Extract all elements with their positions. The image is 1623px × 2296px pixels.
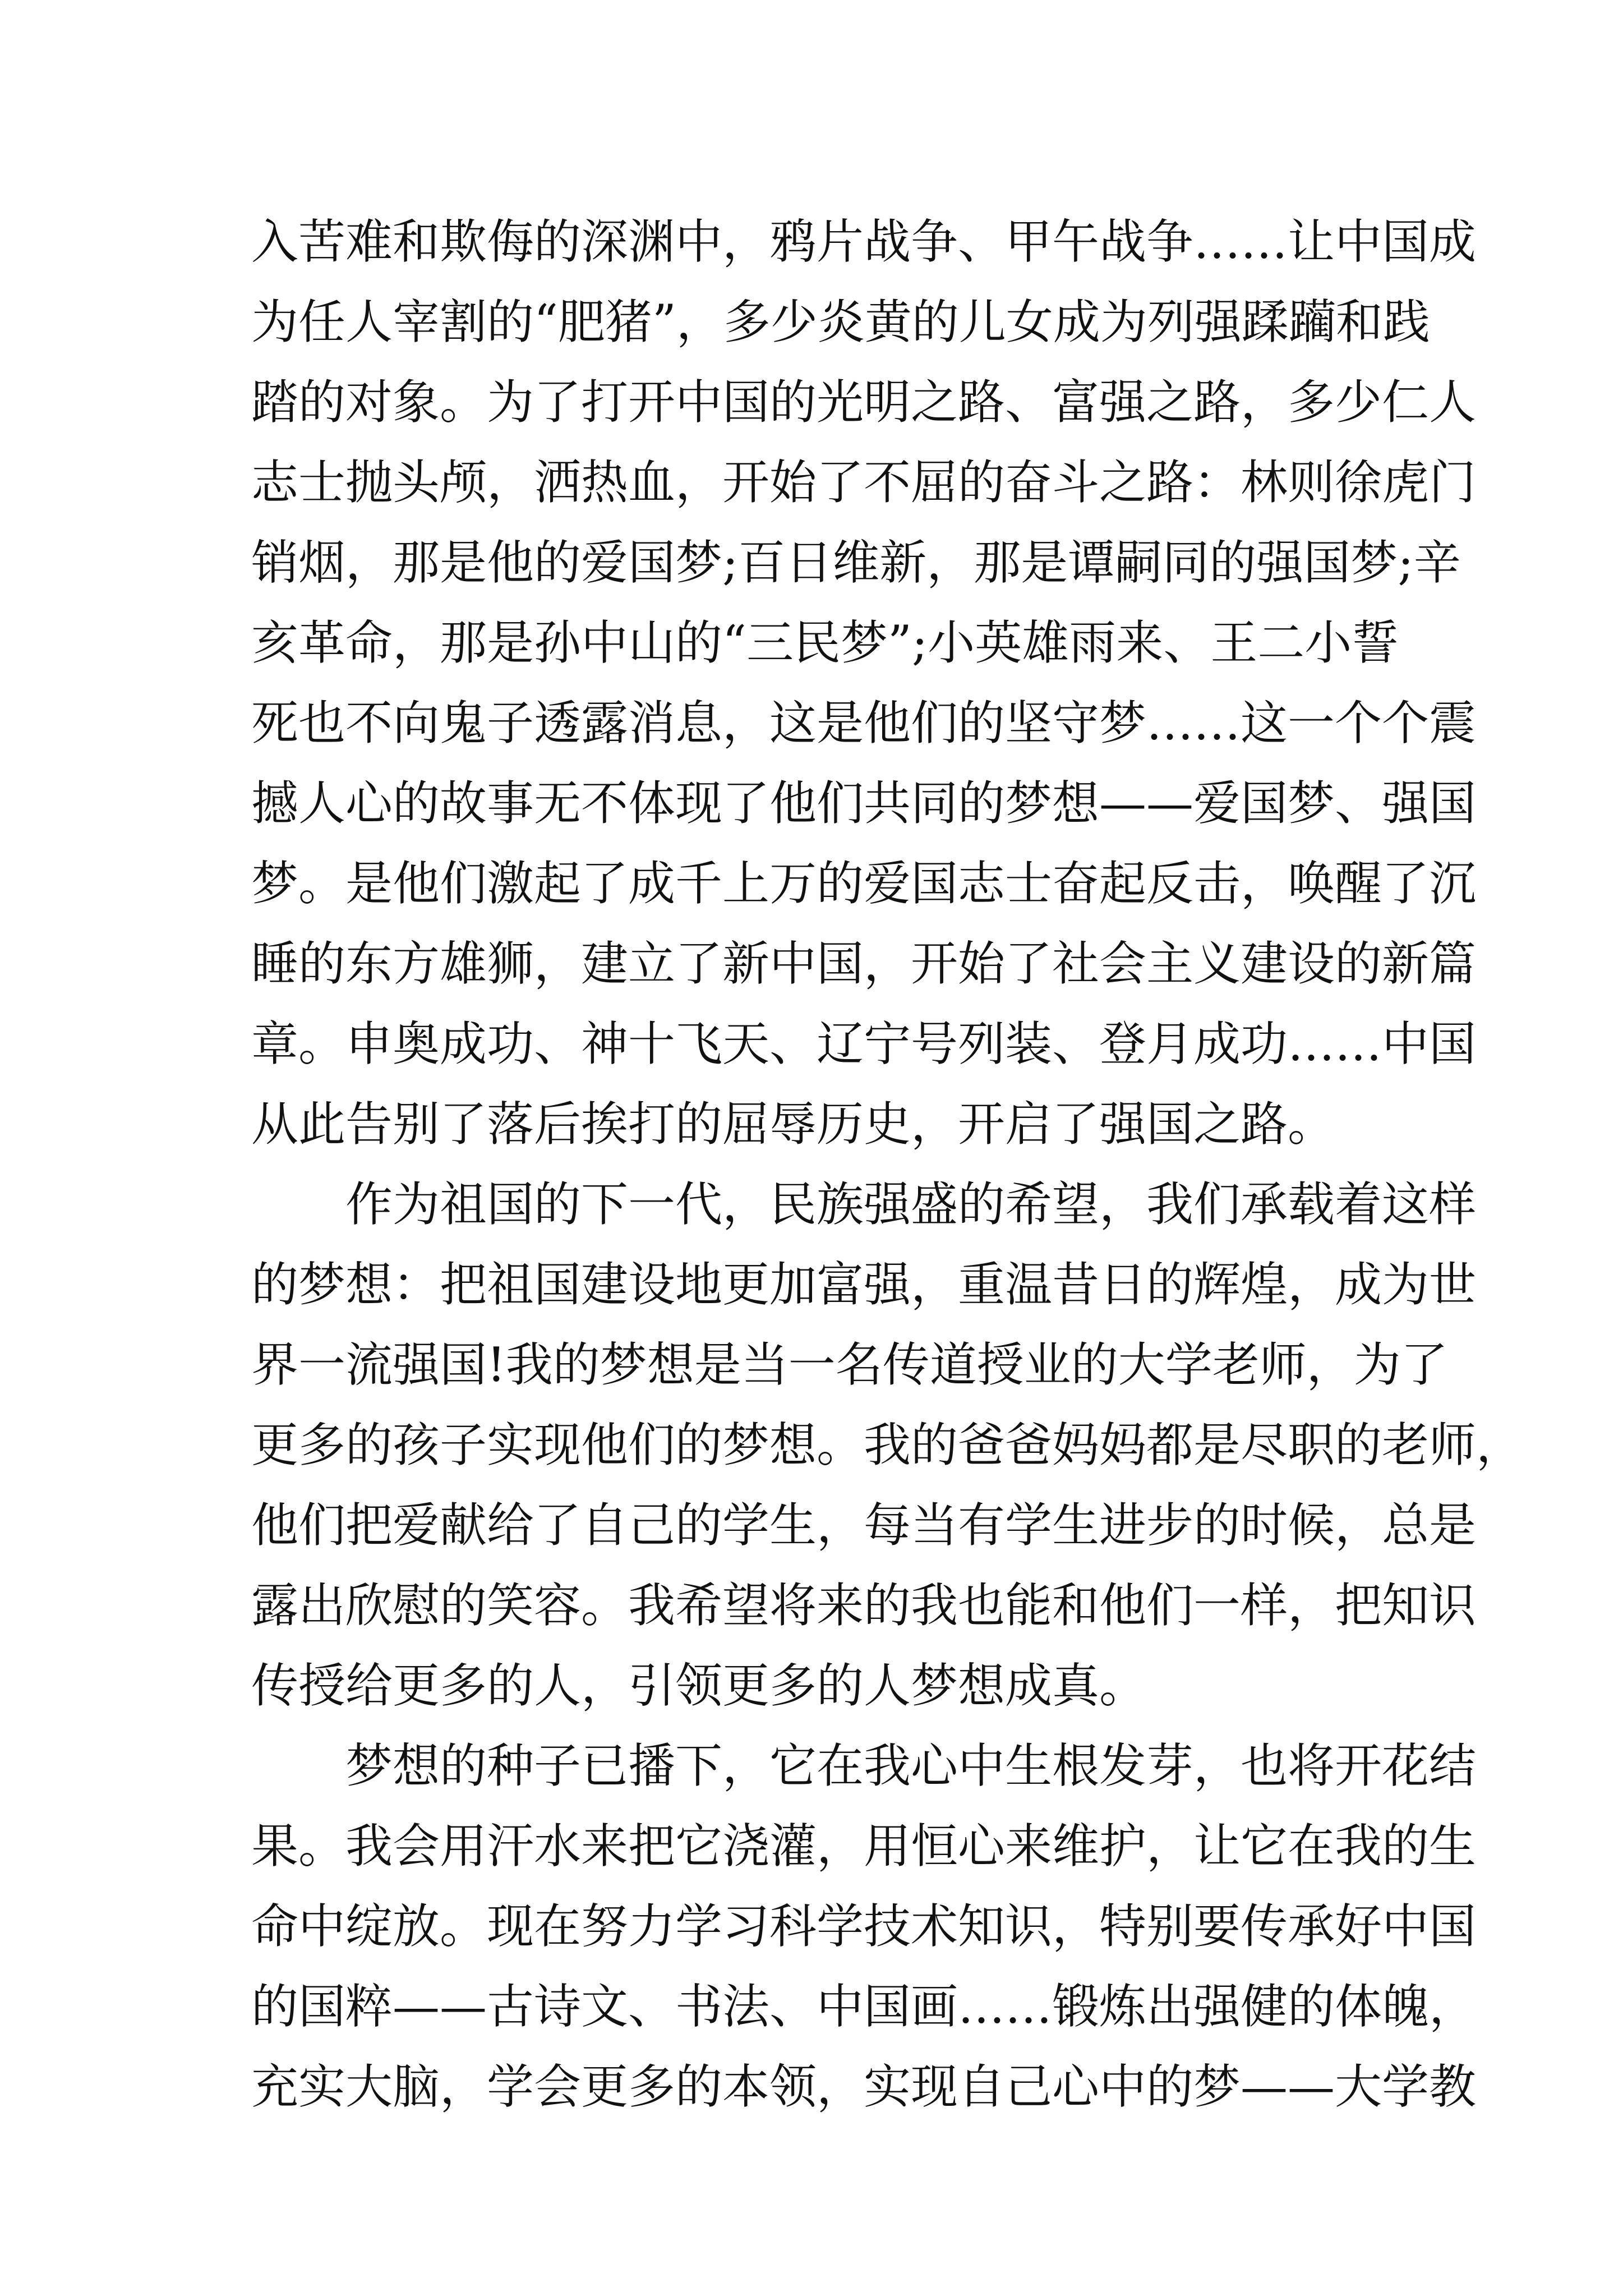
text-line: 章。申奥成功、神十飞天、辽宁号列装、登月成功……中国	[251, 1016, 1477, 1071]
text-line: 梦。是他们激起了成千上万的爱国志士奋起反击，唤醒了沉	[251, 856, 1477, 911]
text-line: 传授给更多的人，引领更多的人梦想成真。	[251, 1658, 1147, 1713]
text-line: 的国粹——古诗文、书法、中国画……锻炼出强健的体魄，	[251, 1979, 1477, 2034]
text-line: 更多的孩子实现他们的梦想。我的爸爸妈妈都是尽职的老师，	[251, 1418, 1524, 1473]
text-line: 命中绽放。现在努力学习科学技术知识，特别要传承好中国	[251, 1899, 1477, 1954]
paragraph-3	[251, 1726, 1477, 2127]
text-line: 露出欣慰的笑容。我希望将来的我也能和他们一样，把知识	[251, 1578, 1477, 1633]
essay-body	[251, 202, 1524, 2127]
text-line: 的梦想：把祖国建设地更加富强，重温昔日的辉煌，成为世	[251, 1257, 1477, 1312]
text-line: 睡的东方雄狮，建立了新中国，开始了社会主义建设的新篇	[251, 936, 1477, 991]
paragraph-1	[251, 202, 1477, 1165]
text-line: 撼人心的故事无不体现了他们共同的梦想——爱国梦、强国	[251, 776, 1477, 831]
text-line: 亥革命，那是孙中山的“三民梦”;小英雄雨来、王二小誓	[251, 615, 1399, 670]
text-line: 果。我会用汗水来把它浇灌，用恒心来维护，让它在我的生	[251, 1819, 1477, 1874]
text-line: 从此告别了落后挨打的屈辱历史，开启了强国之路。	[251, 1097, 1335, 1152]
text-line: 他们把爱献给了自己的学生，每当有学生进步的时候，总是	[251, 1498, 1477, 1553]
text-line: 充实大脑，学会更多的本领，实现自己心中的梦——大学教	[251, 2059, 1477, 2114]
text-line: 作为祖国的下一代，民族强盛的希望，我们承载着这样	[345, 1177, 1477, 1232]
text-line: 界一流强国!我的梦想是当一名传道授业的大学老师，为了	[251, 1337, 1448, 1392]
paragraph-2	[251, 1165, 1524, 1726]
text-line: 销烟，那是他的爱国梦;百日维新，那是谭嗣同的强国梦;辛	[251, 535, 1461, 590]
text-line: 踏的对象。为了打开中国的光明之路、富强之路，多少仁人	[251, 375, 1477, 430]
text-line: 志士抛头颅，洒热血，开始了不屈的奋斗之路：林则徐虎门	[251, 455, 1477, 510]
text-line: 入苦难和欺侮的深渊中，鸦片战争、甲午战争……让中国成	[251, 214, 1477, 269]
text-line: 梦想的种子已播下，它在我心中生根发芽，也将开花结	[345, 1738, 1477, 1793]
text-line: 为任人宰割的“肥猪”，多少炎黄的儿女成为列强蹂躏和践	[251, 295, 1430, 349]
text-line: 死也不向鬼子透露消息，这是他们的坚守梦……这一个个震	[251, 696, 1477, 751]
